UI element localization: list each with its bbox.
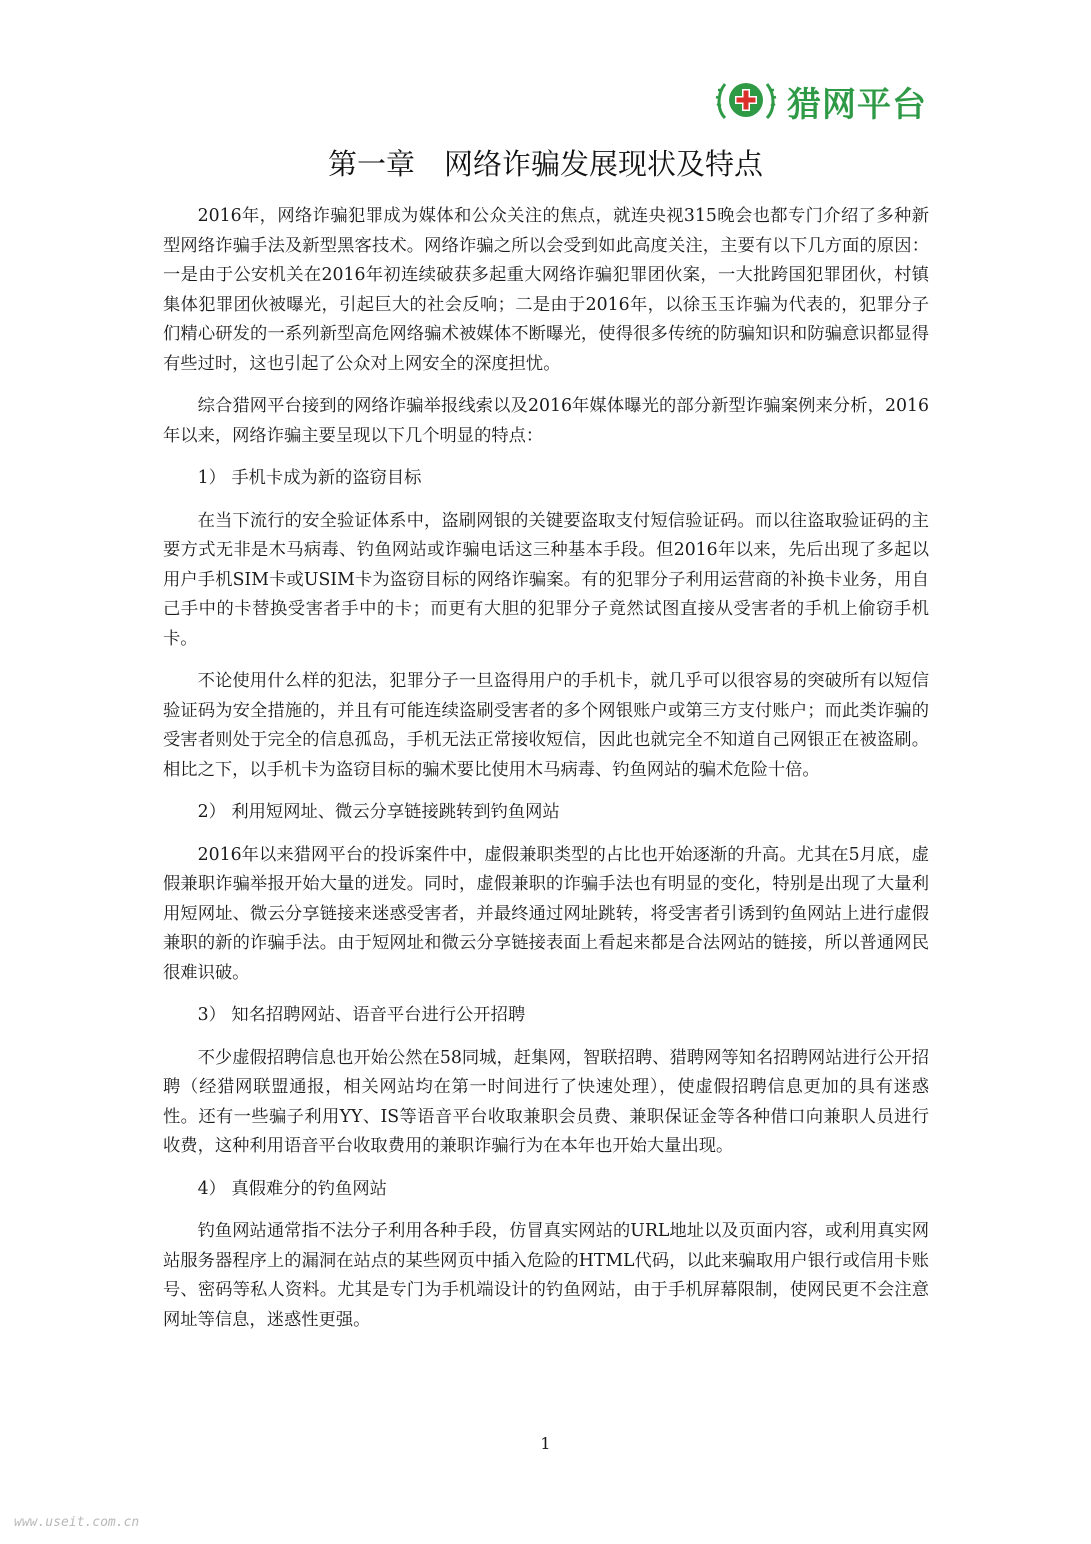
logo-text: 猎网平台 [787,84,927,125]
paragraph: 不少虚假招聘信息也开始公然在58同城，赶集网，智联招聘、猎聘网等知名招聘网站进行公开招聘（经猎网联盟通报，相关网站均在第一时间进行了快速处理），使虚假招聘信息更加的具有迷惑性。还有一些骗子利用YY、IS等语音平台收取兼职会员费、兼职保证金等各种借口向兼职人员进行收费，这种利用语音平台收取费用的兼职诈骗行为在本年也开始大量出现。 [163,1047,929,1156]
watermark: www.useit.com.cn [14,1515,140,1530]
paragraph: 2016年以来猎网平台的投诉案件中，虚假兼职类型的占比也开始逐渐的升高。尤其在5月底，虚假兼职诈骗举报开始大量的迸发。同时，虚假兼职的诈骗手法也有明显的变化，特别是出现了大量利用短网址、微云分享链接来迷惑受害者，并最终通过网址跳转，将受害者引诱到钓鱼网站上进行虚假兼职的新的诈骗手法。由于短网址和微云分享链接表面上看起来都是合法网站的链接，所以普通网民很难识破。 [163,844,929,983]
chapter-title: 第一章 网络诈骗发展现状及特点 [327,147,763,181]
brand-logo [715,76,930,126]
section-heading: 1） 手机卡成为新的盗窃目标 [197,468,422,488]
page-number: 1 [540,1434,551,1453]
paragraph: 2016年，网络诈骗犯罪成为媒体和公众关注的焦点，就连央视315晚会也都专门介绍了多种新型网络诈骗手法及新型黑客技术。网络诈骗之所以会受到如此高度关注，主要有以下几方面的原因：一是由于公安机关在2016年初连续破获多起重大网络诈骗犯罪团伙案，一大批跨国犯罪团伙，村镇集体犯罪团伙被曝光，引起巨大的社会反响；二是由于2016年，以徐玉玉诈骗为代表的，犯罪分子们精心研发的一系列新型高危网络骗术被媒体不断曝光，使得很多传统的防骗知识和防骗意识都显得有些过时，这也引起了公众对上网安全的深度担忧。 [163,206,929,374]
paragraph: 不论使用什么样的犯法，犯罪分子一旦盗得用户的手机卡，就几乎可以很容易的突破所有以短信验证码为安全措施的，并且有可能连续盗刷受害者的多个网银账户或第三方支付账户；而此类诈骗的受害者则处于完全的信息孤岛，手机无法正常接收短信，因此也就完全不知道自己网银正在被盗刷。相比之下，以手机卡为盗窃目标的骗术要比使用木马病毒、钓鱼网站的骗术危险十倍。 [163,671,929,780]
shield-cross-icon [715,76,777,126]
paragraph: 综合猎网平台接到的网络诈骗举报线索以及2016年媒体曝光的部分新型诈骗案例来分析，2016年以来，网络诈骗主要呈现以下几个明显的特点： [163,396,929,446]
paragraph: 在当下流行的安全验证体系中，盗刷网银的关键要盗取支付短信验证码。而以往盗取验证码的主要方式无非是木马病毒、钓鱼网站或诈骗电话这三种基本手段。但2016年以来，先后出现了多起以用户手机SIM卡或USIM卡为盗窃目标的网络诈骗案。有的犯罪分子利用运营商的补换卡业务，用自己手中的卡替换受害者手中的卡；而更有大胆的犯罪分子竟然试图直接从受害者的手机上偷窃手机卡。 [163,510,929,649]
section-heading: 2） 利用短网址、微云分享链接跳转到钓鱼网站 [197,802,560,822]
section-heading: 4） 真假难分的钓鱼网站 [197,1178,387,1199]
document-body [163,202,929,1348]
paragraph: 钓鱼网站通常指不法分子利用各种手段，仿冒真实网站的URL地址以及页面内容，或利用真实网站服务器程序上的漏洞在站点的某些网页中插入危险的HTML代码，以此来骗取用户银行或信用卡账号、密码等私人资料。尤其是专门为手机端设计的钓鱼网站，由于手机屏幕限制，使网民更不会注意网址等信息，迷惑性更强。 [163,1221,929,1330]
section-heading: 3） 知名招聘网站、语音平台进行公开招聘 [197,1005,526,1025]
